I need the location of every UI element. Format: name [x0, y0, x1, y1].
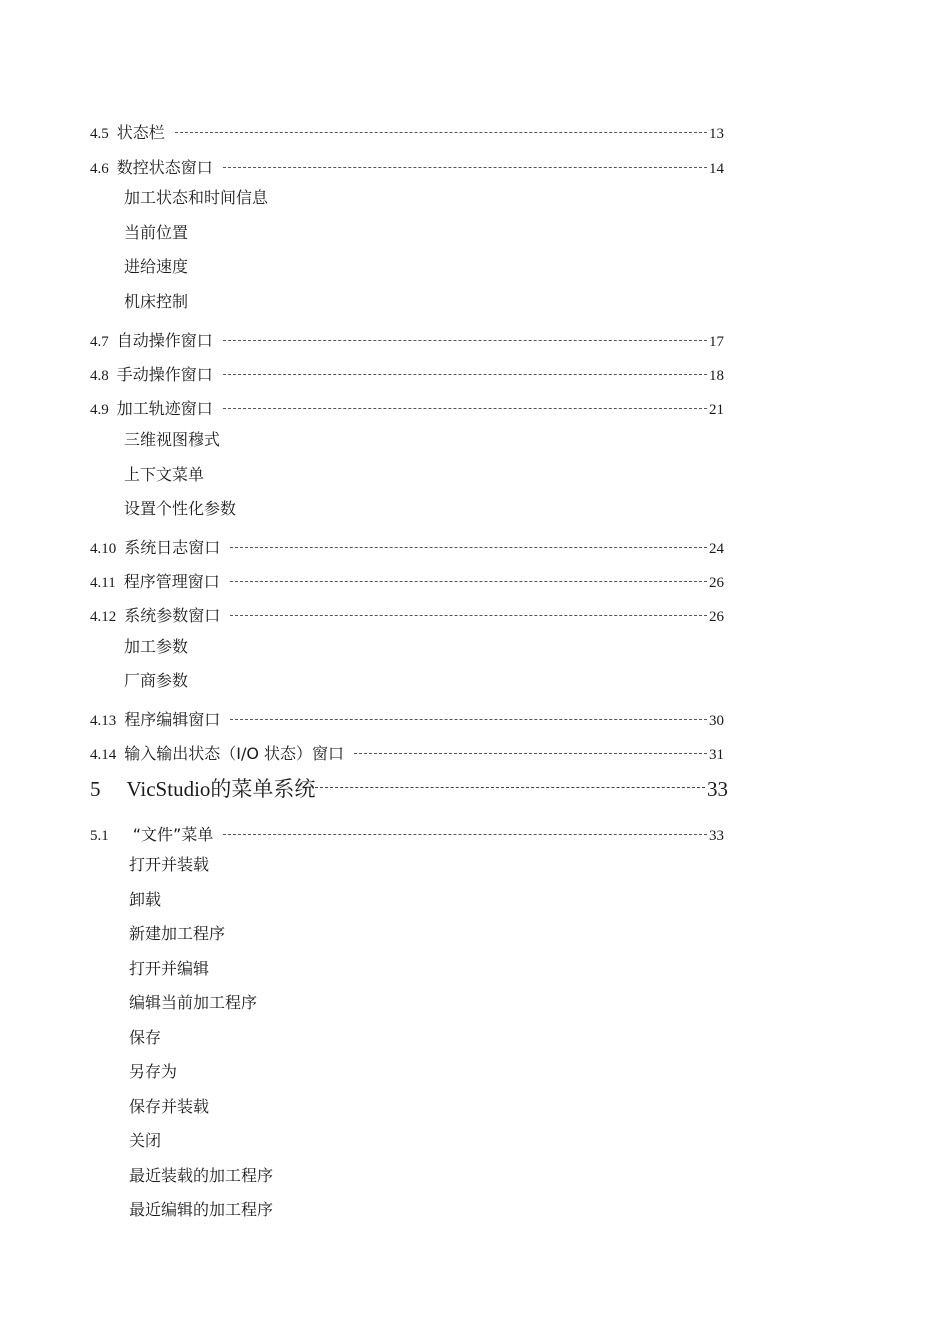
toc-entry-4-13[interactable] — [90, 707, 724, 730]
section-number: 4.9 — [90, 402, 109, 418]
section-number: 4.6 — [90, 161, 109, 177]
toc-entry-chapter-5[interactable] — [90, 773, 728, 803]
section-title: 状态栏 — [116, 123, 165, 142]
dot-leader — [223, 834, 707, 835]
toc-subentry[interactable]: 加工参数 — [124, 637, 189, 656]
section-number: 4.5 — [90, 126, 109, 142]
section-title: 手动操作窗口 — [116, 365, 213, 384]
dot-leader — [315, 787, 705, 788]
toc-subentry[interactable]: 最近装载的加工程序 — [129, 1166, 274, 1185]
dot-leader — [175, 132, 707, 133]
dot-leader — [230, 581, 707, 582]
section-number: 4.12 — [90, 609, 117, 625]
section-number: 4.8 — [90, 368, 109, 384]
chapter-title-product: VicStudio — [126, 777, 211, 801]
toc-subentry[interactable]: 机床控制 — [124, 292, 189, 311]
dot-leader — [230, 547, 707, 548]
page-number: 31 — [709, 747, 724, 763]
chapter-title — [127, 773, 316, 803]
dot-leader — [354, 753, 707, 754]
toc-subentry[interactable]: 打开并装载 — [129, 855, 210, 874]
toc-subentry[interactable]: 厂商参数 — [124, 671, 189, 690]
section-title: 程序编辑窗口 — [124, 710, 221, 729]
dot-leader — [223, 167, 707, 168]
section-title: 数控状态窗口 — [116, 158, 213, 177]
toc-subentry[interactable]: 当前位置 — [124, 223, 189, 242]
toc-subentry[interactable]: 上下文菜单 — [124, 465, 205, 484]
toc-subentry[interactable]: 关闭 — [129, 1131, 162, 1150]
toc-entry-4-8[interactable] — [90, 362, 724, 385]
section-number: 4.7 — [90, 334, 109, 350]
section-title: “文件”菜单 — [132, 825, 214, 844]
toc-subentry[interactable]: 另存为 — [129, 1062, 178, 1081]
toc-subentry[interactable]: 保存 — [129, 1028, 162, 1047]
section-title: 自动操作窗口 — [116, 331, 213, 350]
toc-subentry[interactable]: 加工状态和时间信息 — [124, 188, 269, 207]
page-number: 33 — [707, 777, 728, 801]
chapter-title-text: 的菜单系统 — [210, 777, 316, 801]
page-number: 24 — [709, 541, 724, 557]
toc-subentry[interactable]: 保存并装载 — [129, 1097, 210, 1116]
page-number: 14 — [709, 161, 724, 177]
toc-subentry[interactable]: 打开并编辑 — [129, 959, 210, 978]
page-number: 26 — [709, 575, 724, 591]
page-number: 26 — [709, 609, 724, 625]
toc-subentry[interactable]: 三维视图穆式 — [124, 430, 221, 449]
toc-entry-4-7[interactable] — [90, 328, 724, 351]
page-number: 13 — [709, 126, 724, 142]
toc-entry-4-12[interactable] — [90, 603, 724, 626]
page-number: 30 — [709, 713, 724, 729]
toc-subentry[interactable]: 卸载 — [129, 890, 162, 909]
section-title: 输入输出状态（I/O 状态）窗口 — [124, 744, 345, 763]
toc-subentry[interactable]: 编辑当前加工程序 — [129, 993, 258, 1012]
dot-leader — [223, 408, 707, 409]
chapter-number: 5 — [90, 777, 101, 801]
toc-entry-4-14[interactable] — [90, 741, 724, 764]
toc-entry-4-11[interactable] — [90, 569, 724, 592]
page-number: 17 — [709, 334, 724, 350]
toc-entry-4-6[interactable] — [90, 155, 724, 178]
section-title: 系统参数窗口 — [124, 606, 221, 625]
dot-leader — [223, 340, 707, 341]
section-title: 程序管理窗口 — [123, 572, 220, 591]
toc-subentry[interactable]: 进给速度 — [124, 257, 189, 276]
section-number: 4.10 — [90, 541, 117, 557]
page-number: 33 — [709, 828, 724, 844]
dot-leader — [230, 615, 707, 616]
section-number: 5.1 — [90, 828, 109, 844]
toc-entry-4-9[interactable] — [90, 396, 724, 419]
toc-subentry[interactable]: 新建加工程序 — [129, 924, 226, 943]
section-number: 4.13 — [90, 713, 117, 729]
section-number: 4.11 — [90, 575, 116, 591]
toc-subentry[interactable]: 最近编辑的加工程序 — [129, 1200, 274, 1219]
section-title: 系统日志窗口 — [124, 538, 221, 557]
section-number: 4.14 — [90, 747, 117, 763]
page-number: 18 — [709, 368, 724, 384]
toc-entry-4-5[interactable] — [90, 120, 724, 143]
dot-leader — [223, 374, 707, 375]
toc-entry-4-10[interactable] — [90, 535, 724, 558]
toc-entry-5-1[interactable] — [90, 822, 724, 845]
page-number: 21 — [709, 402, 724, 418]
dot-leader — [230, 719, 707, 720]
toc-subentry[interactable]: 设置个性化参数 — [124, 499, 237, 518]
section-title: 加工轨迹窗口 — [116, 399, 213, 418]
